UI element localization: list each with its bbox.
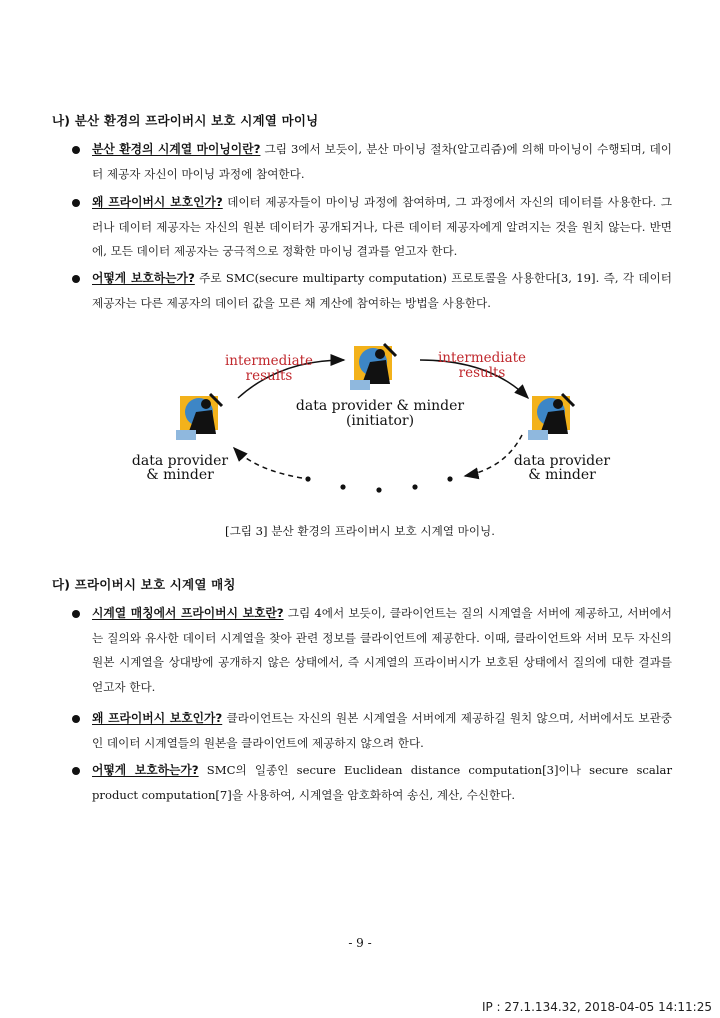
bullet-dot-icon <box>72 146 80 154</box>
bullet-dot-icon <box>72 610 80 618</box>
label-right-node-2: & minder <box>528 467 596 483</box>
bullet-dot-icon <box>72 275 80 283</box>
bullet-dot-icon <box>72 715 80 723</box>
bullet-item <box>72 706 672 755</box>
section-heading-da: 다) 프라이버시 보호 시계열 매칭 <box>52 577 236 592</box>
bullet-text: 그림 3에서 보듯이, 분산 마이닝 절차(알고리즘)에 의해 마이닝이 수행되며, 데이터 제공자 자신이 마이닝 과정에 참여한다. <box>92 142 672 181</box>
bullet-text: 클라이언트는 자신의 원본 시계열을 서버에게 제공하길 원치 않으며, 서버에서도 보관중인 데이터 시계열들의 원본을 클라이언트에 제공하지 않으려 한다. <box>92 711 672 750</box>
bullet-item <box>72 190 672 264</box>
ip-stamp: IP : 27.1.134.32, 2018-04-05 14:11:25 <box>481 1000 712 1014</box>
center-miner-icon <box>350 344 396 390</box>
label-center-initiator: (initiator) <box>345 413 415 429</box>
figure-caption: [그림 3] 분산 환경의 프라이버시 보호 시계열 마이닝. <box>225 524 495 538</box>
bullet-item <box>72 758 672 807</box>
label-results-right: results <box>458 365 506 381</box>
label-right-node: data provider <box>513 453 611 469</box>
bullet-item <box>72 266 672 315</box>
bullet-question: 왜 프라이버시 보호인가? <box>92 711 223 725</box>
bullet-text: 주로 SMC(secure multiparty computation) 프로토콜을 사용한다[3, 19]. 즉, 각 데이터 제공자는 다른 제공자의 데이터 값을 모른 채 계산에 참여하는 방법을 사용한다. <box>92 271 673 310</box>
label-left-node: data provider <box>131 453 229 469</box>
arrow-left-dashed <box>234 448 302 478</box>
ellipsis-dots <box>305 476 452 492</box>
left-miner-icon <box>176 394 222 440</box>
bullet-question: 어떻게 보호하는가? <box>92 763 199 777</box>
bullet-question: 어떻게 보호하는가? <box>92 271 195 285</box>
label-center-node: data provider & minder <box>295 398 465 414</box>
bullet-text: SMC의 일종인 secure Euclidean distance computation[3]이나 secure scalar product computation[7]을 사용하여, 시계열을 암호화하여 송신, 계산, 수신한다. <box>92 763 672 802</box>
bullet-question: 시계열 매칭에서 프라이버시 보호란? <box>92 606 284 620</box>
bullet-item <box>72 601 672 699</box>
bullet-text: 데이터 제공자들이 마이닝 과정에 참여하며, 그 과정에서 자신의 데이터를 사용한다. 그러나 데이터 제공자는 자신의 원본 데이터가 공개되거나, 다른 데이터 제공자에게 알려지는 것을 원치 않는다. 반면에, 모든 데이터 제공자는 궁극적으로 정확한 마이닝 결과를 얻고자 한다. <box>92 195 672 258</box>
bullet-text: 그림 4에서 보듯이, 클라이언트는 질의 시계열을 서버에 제공하고, 서버에서는 질의와 유사한 데이터 시계열을 찾아 관련 정보를 클라이언트에 제공한다. 이때, 클라이언트와 서버 모두 자신의 원본 시계열을 상대방에 공개하지 않은 상태에서, 즉 시계열의 프라이버시가 보호된 상태에서 질의에 대한 결과를 얻고자 한다. <box>92 606 673 694</box>
label-intermediate-left: intermediate <box>224 353 314 369</box>
bullet-question: 분산 환경의 시계열 마이닝이란? <box>92 142 261 156</box>
page-number: - 9 - <box>348 936 372 950</box>
figure-3-diagram <box>130 330 611 510</box>
right-miner-icon <box>528 394 574 440</box>
bullet-question: 왜 프라이버시 보호인가? <box>92 195 223 209</box>
bullet-item <box>72 137 672 186</box>
bullet-dot-icon <box>72 199 80 207</box>
label-left-node-2: & minder <box>146 467 214 483</box>
section-heading-na: 나) 분산 환경의 프라이버시 보호 시계열 마이닝 <box>52 113 319 128</box>
label-results-left: results <box>245 368 293 384</box>
bullet-dot-icon <box>72 767 80 775</box>
label-intermediate-right: intermediate <box>437 350 527 366</box>
